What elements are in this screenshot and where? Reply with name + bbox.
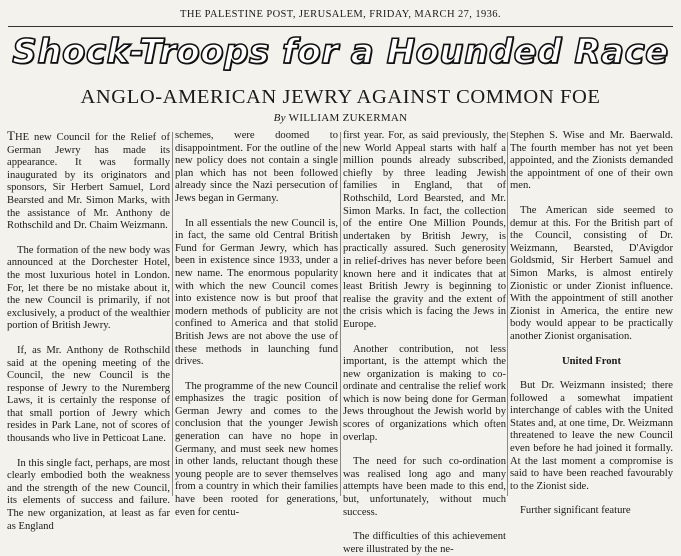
masthead-rule [8,26,673,27]
column-divider [340,132,341,496]
paragraph: The formation of the new body was announced at the Dorchester Hotel, the most luxurious hotel in London. For, let there be no mistake about it, the new Council is primarily, if not exclusively, a product of the wealthier portion of British Jewry. [7,244,170,332]
paragraph: The programme of the new Council emphasizes the tragic position of German Jewry and comes to the conclusion that the younger Jewish generation can have no hope in Germany, and must seek new homes in other lands, reluctant though these young people are to sever themselves from a country in which their families have been rooted for generations, even for centu- [175,380,338,518]
paragraph: The difficulties of this achievement were illustrated by the ne- [343,531,506,555]
paragraph: In all essentials the new Council is, in fact, the same old Central British Fund for German Jewry, which has been in existence since 1933, under a new name. The enormous popularity with which the new Council comes into existence now is but proof that modern methods of publicity are not confined to America and that stolid British Jews are not above the use of these methods in launching fund drives. [175,217,338,368]
byline [0,112,681,124]
byline-prefix: By [273,112,286,124]
paragraph: THE new Council for the Relief of German Jewry has made its appearance. It was formally inaugurated by its originators and sponsors, Sir Herbert Samuel, Lord Bearsted and Mr. Simon Marks, with the assistance of Mr. Anthony de Rothschild and Dr. Chaim Weizmann. [7,128,170,232]
column-divider [172,132,173,496]
paragraph: The need for such co-ordination was realised long ago and many attempts have been made to this end, but, unfortunately, without much success. [343,456,506,518]
byline-author: WILLIAM ZUKERMAN [288,112,408,124]
paragraph: Further significant feature [520,505,631,517]
article-column-2 [175,130,338,518]
paragraph: If, as Mr. Anthony de Rothschild said at the opening meeting of the Council, the new Council is the response of Jewry to the Nuremberg Laws, it is certainly the response of that small portion of Jewry which resides in Park Lane, not of scores of thousands who live in Petticoat Lane. [7,344,170,445]
section-heading: United Front [562,355,621,367]
article-column-4 [510,130,673,517]
headline: Shock-Troops for a Hounded Race [12,32,669,72]
article-column-1 [7,128,170,532]
masthead: THE PALESTINE POST, JERUSALEM, FRIDAY, MARCH 27, 1936. [180,9,501,20]
article-column-3 [343,130,506,555]
paragraph: schemes, were doomed to disappointment. For the outline of the new policy does not contain a single plan which has not been followed already since the Nazi persecution of Jews began in Germany. [175,130,338,204]
paragraph: first year. For, as said previously, the new World Appeal starts with half a million pounds already subscribed, chiefly by three leading Jewish families in England, that of Rothschild, Lord Bearsted, and Mr. Simon Marks. In fact, the collection of the entire One Million Pounds, undertaken by British Jewry, is practically assured. Such generosity in relief-drives has never before been known here and it indicates that at least British Jewry is beginning to realise the gravity and the extent of the crisis which is facing the Jews in Europe. [343,130,506,330]
column-divider [507,132,508,496]
paragraph: But Dr. Weizmann insisted; there followed a somewhat impatient interchange of cables with the United States and, at one time, Dr. Weizmann threatened to leave the new Council even before he had joined it formally. At the last moment a compromise is said to have been reached favourably to the Zionist side. [510,380,673,492]
paragraph: Another contribution, not less important, is the attempt which the new organization is making to co-ordinate and centralise the relief work which is now being done for German Jews throughout the Jewish world by scores of organizations which often overlap. [343,343,506,443]
subheadline: ANGLO-AMERICAN JEWRY AGAINST COMMON FOE [80,86,601,108]
paragraph: Stephen S. Wise and Mr. Baerwald. The fourth member has not yet been appointed, and the Zionists demanded the appointment of one of their own men. [510,130,673,192]
paragraph: In this single fact, perhaps, are most clearly embodied both the weakness and the strength of the new Council, its elements of success and failure. The new organization, at least as far as England [7,457,170,532]
paragraph: The American side seemed to demur at this. For the British part of the Council, consisting of Dr. Weizmann, Bearsted, D'Avigdor Goldsmid, Sir Herbert Samuel and Simon Marks, is almost entirely Zionistic or under Zionist influence. With the appointment of still another Zionist in America, the entire new body would appear to be practically another Zionist organisation. [510,204,673,342]
